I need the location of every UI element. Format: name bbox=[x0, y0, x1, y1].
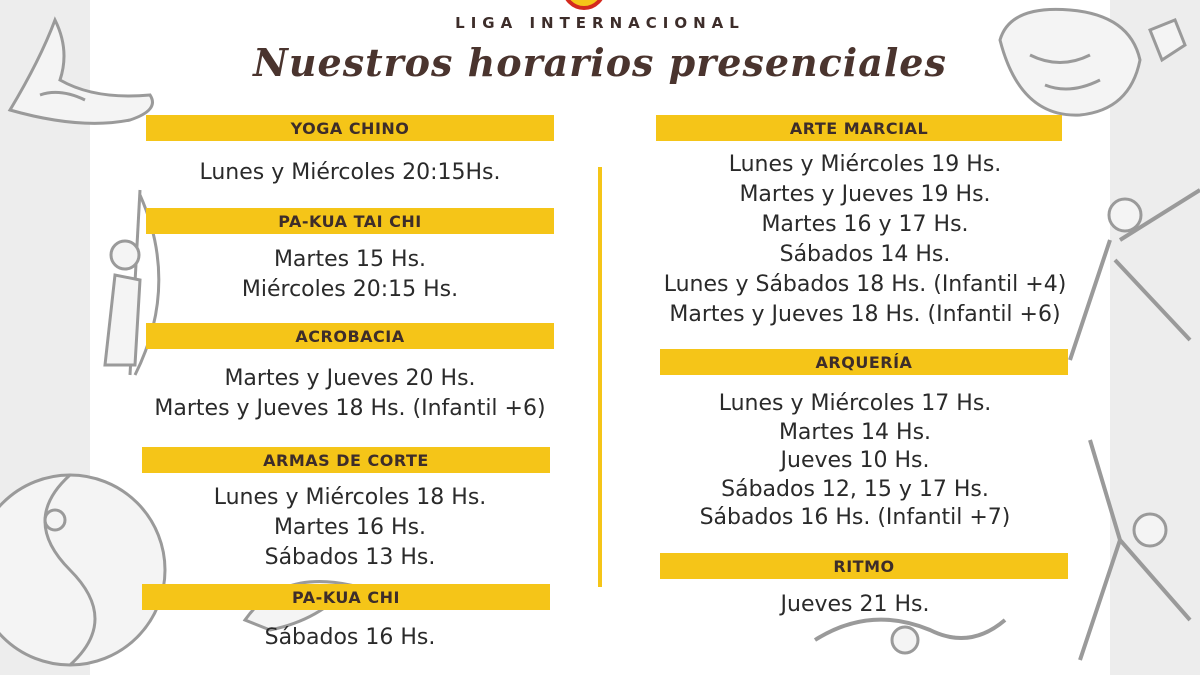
schedule-arqueria bbox=[630, 390, 1080, 533]
schedule-pa-kua-tai-chi bbox=[120, 245, 580, 305]
page-title: Nuestros horarios presenciales bbox=[253, 40, 947, 85]
schedule-line: Lunes y Miércoles 18 Hs. bbox=[213, 485, 487, 510]
league-name: LIGA INTERNACIONAL bbox=[455, 14, 745, 32]
league-logo-icon bbox=[562, 0, 606, 10]
schedule-line: Sábados 13 Hs. bbox=[264, 545, 436, 570]
schedule-line: Sábados 16 Hs. (Infantil +7) bbox=[699, 505, 1011, 530]
schedule-line: Miércoles 20:15 Hs. bbox=[241, 277, 459, 302]
schedule-arte-marcial bbox=[630, 150, 1100, 330]
capoeira-figure-icon bbox=[1060, 420, 1200, 675]
schedule-line: Jueves 10 Hs. bbox=[780, 448, 930, 473]
schedule-ritmo bbox=[630, 590, 1080, 620]
schedule-line: Jueves 21 Hs. bbox=[780, 592, 930, 617]
schedule-line: Lunes y Sábados 18 Hs. (Infantil +4) bbox=[663, 272, 1067, 297]
schedule-line: Lunes y Miércoles 20:15Hs. bbox=[199, 160, 501, 185]
schedule-line: Martes 15 Hs. bbox=[273, 247, 427, 272]
schedule-pa-kua-chi bbox=[120, 623, 580, 653]
schedule-line: Martes 14 Hs. bbox=[778, 419, 932, 445]
class-header-arqueria: ARQUERÍA bbox=[660, 349, 1068, 375]
bird-figure-icon bbox=[240, 560, 360, 675]
class-header-acrobacia: ACROBACIA bbox=[146, 323, 554, 349]
schedule-line: Martes y Jueves 19 Hs. bbox=[739, 182, 991, 207]
class-header-ritmo: RITMO bbox=[660, 553, 1068, 579]
class-header-yoga-chino: YOGA CHINO bbox=[146, 115, 554, 141]
class-header-pa-kua-chi: PA-KUA CHI bbox=[142, 584, 550, 610]
schedule-line: Martes y Jueves 18 Hs. (Infantil +6) bbox=[154, 396, 546, 421]
class-header-arte-marcial: ARTE MARCIAL bbox=[656, 115, 1062, 141]
schedule-line: Lunes y Miércoles 19 Hs. bbox=[728, 152, 1002, 177]
schedule-line: Lunes y Miércoles 17 Hs. bbox=[718, 391, 992, 416]
schedule-line: Martes y Jueves 18 Hs. (Infantil +6) bbox=[669, 302, 1061, 327]
schedule-line: Martes y Jueves 20 Hs. bbox=[224, 366, 476, 391]
class-header-pa-kua-tai-chi: PA-KUA TAI CHI bbox=[146, 208, 554, 234]
schedule-yoga-chino bbox=[120, 158, 580, 188]
schedule-line: Sábados 14 Hs. bbox=[779, 242, 951, 267]
class-header-armas-de-corte: ARMAS DE CORTE bbox=[142, 447, 550, 473]
schedule-acrobacia bbox=[100, 364, 600, 424]
schedule-line: Sábados 12, 15 y 17 Hs. bbox=[721, 476, 989, 502]
schedule-line: Martes 16 Hs. bbox=[273, 515, 427, 540]
schedule-armas-de-corte bbox=[120, 483, 580, 573]
schedule-line: Sábados 16 Hs. bbox=[264, 625, 436, 650]
schedule-line: Martes 16 y 17 Hs. bbox=[761, 212, 969, 237]
